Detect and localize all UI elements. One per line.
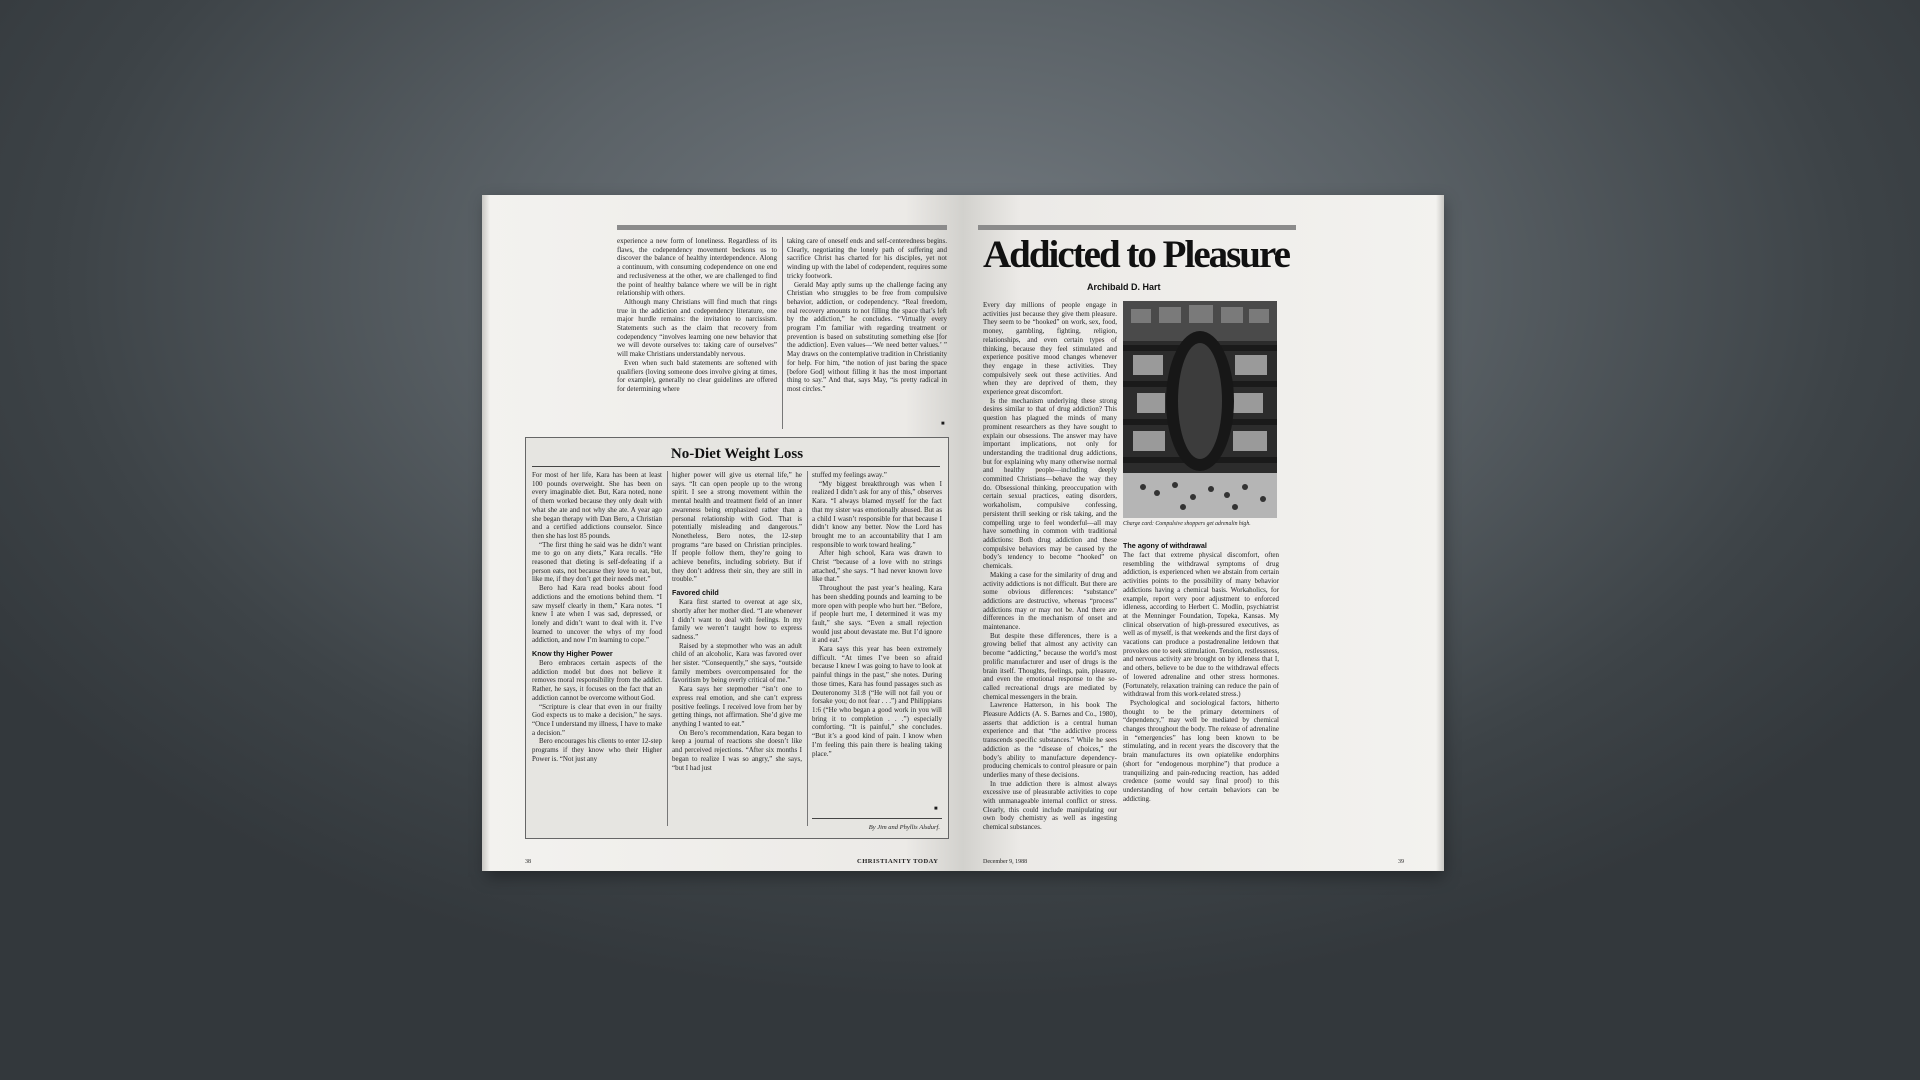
sidebar-byline: By Jim and Phyllis Alsdurf.	[868, 824, 940, 831]
paragraph: Is the mechanism underlying these strong desires similar to that of drug addiction? This question has plagued the minds of many prominent researchers as they have sought to explain our obsessions. The answer may have important implications, not only for understanding the traditional drug addictions, but for explaining why many otherwise normal and healthy people—including deeply committed Christians—behave the way they do. Obsessional thinking, preoccupation with certain sexual practices, eating disorders, workaholism, compulsive confessing, persistent thrill seeking or risk taking, and the compelling urge to feel wonderful—all may have something in common with traditional addictions: Both drug addiction and these compulsive behaviors may be caused by the body’s tendency to become “hooked” on chemicals.	[983, 396, 1117, 571]
section-heading: The agony of withdrawal	[1123, 541, 1207, 550]
paragraph: Kara first started to overeat at age six, shortly after her mother died. “I ate whenever I didn’t want to deal with feelings. In my family we weren’t taught how to express sadness.”	[672, 598, 802, 641]
end-mark-icon: ■	[941, 421, 945, 427]
paragraph: On Bero’s recommendation, Kara began to keep a journal of reactions she doesn’t like and perceived rejections. “After six months I began to realize I was so angry,” she says, “but I had just	[672, 728, 802, 772]
sidebar-divider-1	[667, 471, 668, 826]
sidebar-column-3	[812, 471, 942, 811]
end-mark-icon: ■	[934, 806, 938, 812]
paragraph: The fact that extreme physical discomfort, often resembling the withdrawal symptoms of drug addiction, is experienced when we abstain from certain activities points to the possibility of many behavior addictions having a chemical basis. Workaholics, for example, report very poor adjustment to enforced idleness, according to Herbert C. Modlin, psychiatrist at the Menninger Foundation, Topeka, Kansas. My clinical observation of high-pressured executives, as well as of myself, is that weekends and the first days of vacations can produce a postadrenaline letdown that provokes one to seek stimulation. Tension, restlessness, and nervous activity are brought on by idleness that I, and others, believe to be due to the withdrawal effects of lowered adrenaline and other stress hormones. (Fortunately, relaxation training can reduce the pain of withdrawal from this work-related stress.)	[1123, 551, 1279, 699]
mall-photo	[1123, 301, 1277, 518]
paragraph: Bero encourages his clients to enter 12-step programs if they know who their Higher Power is. “Not just any	[532, 737, 662, 763]
mall-photo-illustration	[1123, 301, 1277, 518]
paragraph: Throughout the past year’s healing, Kara has been shedding pounds and learning to be more open with people who hurt her. “Before, if people hurt me, I determined it was my fault,” she says. “Even a small rejection would just about devastate me. But I’d ignore it and eat.”	[812, 584, 942, 645]
sidebar-divider-2	[807, 471, 808, 826]
top-rule	[978, 225, 1296, 230]
sidebar-column-1	[532, 471, 662, 833]
paragraph: “Scripture is clear that even in our frailty God expects us to make a decision,” he says. “Once I understand my illness, I have to make a decision.”	[532, 702, 662, 737]
paragraph: stuffed my feelings away.”	[812, 471, 887, 479]
paragraph: Bero embraces certain aspects of the addiction model but does not believe it removes moral responsibility from the addict. Rather, he says, it focuses on the fact that an addiction cannot be overcome without God.	[532, 659, 662, 702]
sidebar-box	[525, 437, 949, 839]
magazine-spread	[482, 195, 1444, 871]
paragraph: taking care of oneself ends and self-centeredness begins. Clearly, negotiating the lonely path of suffering and sacrifice Christ has charted for his disciples, yet not winding up with the label of codependent, requires some tricky footwork.	[787, 237, 947, 280]
paragraph: Making a case for the similarity of drug and activity addictions is not difficult. But there are some obvious differences: “substance” addictions are destructive, whereas “process” addictions may or may not be. And there are differences in the mechanism of onset and maintenance.	[983, 570, 1117, 632]
paragraph: Gerald May aptly sums up the challenge facing any Christian who struggles to be free from compulsive behavior, addiction, or codependency. “Real freedom, real recovery amounts to not filling the space that’s left by the addiction,” he concludes. “Virtually every program I’m familiar with regarding treatment or prevention is based on substituting something else [for the addiction]. Even values—‘We need better values.’ ” May draws on the contemplative tradition in Christianity for help. For him, “the notion of just baring the space [before God] without filling it has the most important thing to say.” And that, says May, “is pretty radical in most circles.”	[787, 280, 947, 393]
page-number: 38	[525, 859, 531, 865]
photo-caption: Charge card: Compulsive shoppers get adrenalin high.	[1123, 521, 1251, 527]
column-divider	[782, 237, 783, 429]
paragraph: But despite these differences, there is a growing belief that almost any activity can become “addicting,” because the world’s most prolific manufacturer and user of drugs is the brain itself. Thoughts, feelings, pain, pleasure, and even the emotional response to the so-called recreational drugs are mediated by chemical messengers in the brain.	[983, 631, 1117, 701]
running-foot: CHRISTIANITY TODAY	[857, 858, 939, 865]
paragraph: Lawrence Hatterson, in his book The Pleasure Addicts (A. S. Barnes and Co., 1980), asserts that addiction is a central human experience and that “the addictive process transcends specific substances.” While he sees addiction as the “disease of choices,” the body’s ability to manufacture dependency-producing chemicals to control pleasure or pain underlies many of these decisions.	[983, 701, 1117, 779]
sidebar-column-2	[672, 471, 802, 833]
paragraph: Raised by a stepmother who was an adult child of an alcoholic, Kara was favored over her sister. “Consequently,” she says, “outside family members overcompensated for the favoritism by being overly critical of me.”	[672, 641, 802, 685]
paragraph: After high school, Kara was drawn to Christ “because of a love with no strings attached,” she says. “I had never known love like that.”	[812, 549, 942, 584]
sidebar-title-rule	[532, 466, 940, 467]
page-number: 39	[1398, 859, 1404, 865]
paragraph: Although many Christians will find much that rings true in the addiction and codependency literature, one major hurdle remains: the invitation to narcissism. Statements such as the claim that recovery from codependency “involves learning one new behavior that we will devote ourselves to: taking care of ourselves” will make Christians understandably nervous.	[617, 297, 777, 359]
section-body	[1123, 551, 1279, 803]
paragraph: higher power will give us eternal life,” he says. “It can open people up to the wrong spirit. I see a strong movement within the mental health and treatment field of an inner awareness being emphasized rather than a personal relationship with God. That is potentially misleading and dangerous.” Nonetheless, Bero notes, the 12-step programs “are based on Christian principles. If people follow them, they’re going to achieve benefits, including sobriety. But if they don’t address their sin, they are still in trouble.”	[672, 471, 802, 584]
paragraph: For most of her life, Kara has been at least 100 pounds overweight. She has been on every imaginable diet. But, Kara noted, none of them worked because they only dealt with what she ate and not why she ate. A year ago she began therapy with Dan Bero, a Christian and a certified addictions counselor. Since then she has lost 85 pounds.	[532, 471, 662, 540]
paragraph: In true addiction there is almost always excessive use of pleasurable activities to cope with unmanageable internal conflict or stress. Clearly, this could include manipulating our own body chemistry as well as ingesting chemical substances.	[983, 779, 1117, 832]
article-headline: Addicted to Pleasure	[983, 233, 1289, 276]
article-author: Archibald D. Hart	[1087, 282, 1161, 292]
paragraph: “The first thing he said was he didn’t want me to go on any diets,” Kara recalls. “He reasoned that dieting is self-defeating if a person eats, not because they love to eat, but, like me, if they don’t get their needs met.”	[532, 540, 662, 584]
paragraph: Even when such bald statements are softened with qualifiers (loving someone does involve giving at times, for example), generally no clear guidelines are offered for determining where	[617, 358, 777, 393]
paragraph: Every day millions of people engage in activities just because they give them pleasure. They seem to be “hooked” on work, sex, food, money, gambling, fighting, religion, relationships, and even certain types of thinking, because they feel stimulated and experience positive mood changes whenever they engage in these activities. They compulsively seek out these activities. And when they are deprived of them, they experience great discomfort.	[983, 301, 1117, 397]
left-page	[482, 195, 963, 871]
paragraph: Kara says this year has been extremely difficult. “At times I’ve been so afraid because I knew I was going to have to look at painful things in the past,” she notes. During those times, Kara has found passages such as Deuteronomy 31:8 (“He will not fail you or forsake you; do not fear . . .”) and Philippians 1:6 (“He who began a good work in you will bring it to completion . . .”) especially comforting. “It is painful,” she concludes. “But it’s a good kind of pain. I know when I’m feeling this pain there is healing taking place.”	[812, 645, 942, 758]
article-column-2	[1123, 537, 1279, 863]
article-column-2	[787, 237, 947, 433]
paragraph: “My biggest breakthrough was when I realized I didn’t ask for any of this,” observes Kara. “I always blamed myself for the fact that my sister was emotionally abused. But as a child I wasn’t responsible for that because I didn’t know any better. Now the Lord has brought me to an accountability that I am responsible to work toward healing.”	[812, 479, 942, 549]
paragraph: Psychological and sociological factors, hitherto thought to be the primary determiners of “dependency,” may well be mediated by chemical changes throughout the body. The release of adrenaline in “emergencies” has long been known to be stimulating, and in recent years the discovery that the brain manufactures its own opiatelike endorphins (short for “endogenous morphine”) that produce a tranquilizing and pain-reducing reaction, has added credence (some would say final proof) to this understanding of how certain behaviors can be addicting.	[1123, 698, 1279, 803]
article-column-1	[983, 301, 1117, 863]
top-rule	[617, 225, 947, 230]
paragraph: experience a new form of loneliness. Regardless of its flaws, the codependency movement beckons us to discover the balance of healthy interdependence. Along a continuum, with consuming codependence on one end and reclusiveness at the other, we are challenged to find the point of healthy balance where we will be in right relationship with others.	[617, 237, 777, 298]
byline-rule	[812, 818, 942, 819]
subheading: Favored child	[672, 588, 719, 598]
issue-date: December 9, 1988	[983, 859, 1028, 865]
paragraph: Bero had Kara read books about food addictions and the emotions behind them. “I saw myself clearly in them,” Kara notes. “I knew I ate when I was sad, depressed, or lonely and didn’t want to deal with it. I’ve learned to uncover the whys of my food addiction, and now I’m learning to cope.”	[532, 584, 662, 645]
sidebar-title: No-Diet Weight Loss	[670, 446, 804, 462]
subheading: Know thy Higher Power	[532, 649, 613, 659]
article-column-1	[617, 237, 777, 433]
right-page	[963, 195, 1444, 871]
paragraph: Kara says her stepmother “isn’t one to express real emotion, and she can’t express positive feelings. I received love from her by getting things, not affirmation. She’d give me anything I wanted to eat.”	[672, 685, 802, 728]
